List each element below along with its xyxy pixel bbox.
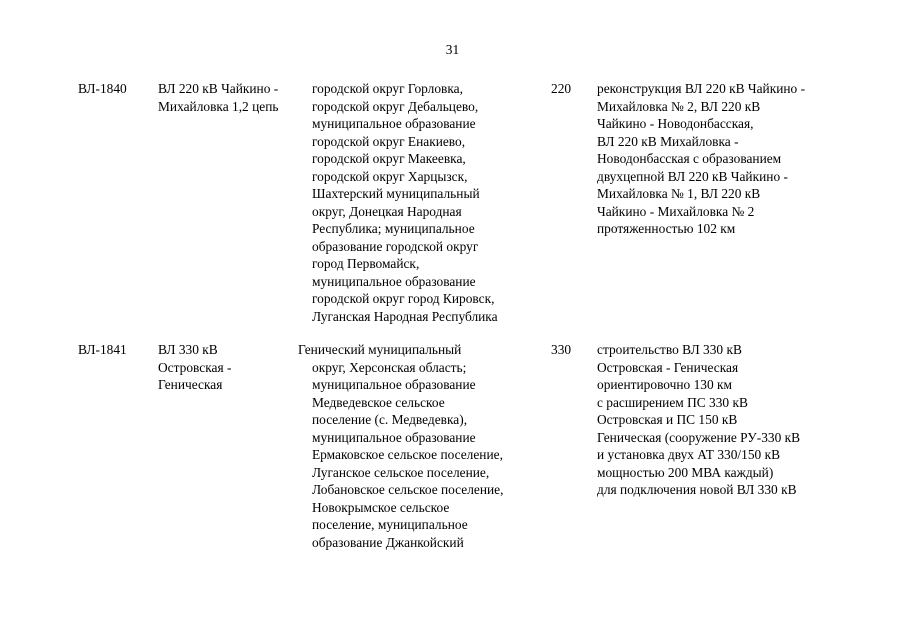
territory-list [298, 341, 528, 551]
object-name [158, 341, 298, 394]
text-line: Островская - [158, 359, 232, 375]
text-line: Шахтерский муниципальный [312, 186, 480, 201]
text-line: муниципальное образование [312, 429, 476, 445]
text-line: Геническая (сооружение РУ-330 кВ [597, 429, 801, 445]
text-line: муниципальное образование [312, 116, 476, 131]
text-line: Республика; муниципальное [312, 221, 475, 236]
text-line: округ, Херсонская область; [312, 359, 467, 375]
text-line: Михайловка № 1, ВЛ 220 кВ [597, 186, 761, 201]
text-line: и установка двух АТ 330/150 кВ [597, 447, 781, 462]
text-line: реконструкция ВЛ 220 кВ Чайкино - [597, 81, 806, 96]
text-line: Островская и ПС 150 кВ [597, 412, 738, 427]
text-line: округ, Донецкая Народная [312, 203, 462, 219]
page-number: 31 [445, 42, 460, 57]
text-line: Медведевское сельское [312, 394, 445, 410]
text-line: образование городской округ [312, 238, 479, 254]
text-line: строительство ВЛ 330 кВ [597, 342, 742, 357]
text-line: образование Джанкойский [312, 534, 464, 550]
text-line: муниципальное образование [312, 377, 476, 392]
text-line: Михайловка № 2, ВЛ 220 кВ [597, 98, 761, 114]
text-line: городской округ Макеевка, [312, 151, 466, 166]
text-line: Генический муниципальный [298, 342, 462, 357]
voltage-value: 330 [551, 342, 572, 357]
text-line: Ермаковское сельское поселение, [312, 447, 503, 462]
voltage-value: 220 [551, 81, 572, 96]
text-line: двухцепной ВЛ 220 кВ Чайкино - [597, 168, 788, 184]
text-line: Луганская Народная Республика [312, 308, 498, 324]
text-line: ВЛ 220 кВ Чайкино - [158, 81, 279, 96]
text-line: муниципальное образование [312, 273, 476, 289]
work-description [597, 80, 847, 238]
object-code: ВЛ-1841 [78, 342, 127, 357]
text-line: Новокрымское сельское [312, 499, 450, 515]
text-line: ВЛ 330 кВ [158, 342, 218, 357]
text-line: городской округ Харцызск, [312, 168, 468, 184]
work-description [597, 341, 847, 499]
text-line: мощностью 200 МВА каждый) [597, 464, 774, 480]
text-line: городской округ Енакиево, [312, 133, 466, 149]
object-code: ВЛ-1840 [78, 81, 127, 96]
text-line: городской округ Дебальцево, [312, 98, 479, 114]
text-line: Луганское сельское поселение, [312, 464, 490, 480]
text-line: Лобановское сельское поселение, [312, 482, 504, 497]
territory-list [312, 80, 542, 325]
text-line: для подключения новой ВЛ 330 кВ [597, 482, 797, 497]
text-line: Островская - Геническая [597, 359, 739, 375]
text-line: Геническая [158, 377, 223, 392]
text-line: поселение (с. Медведевка), [312, 412, 468, 427]
text-line: протяженностью 102 км [597, 221, 736, 236]
text-line: Новодонбасская с образованием [597, 151, 782, 166]
text-line: с расширением ПС 330 кВ [597, 394, 748, 410]
text-line: ориентировочно 130 км [597, 377, 733, 392]
text-line: Михайловка 1,2 цепь [158, 98, 279, 114]
object-name [158, 80, 298, 115]
text-line: Чайкино - Михайловка № 2 [597, 203, 755, 219]
text-line: городской округ город Кировск, [312, 291, 495, 306]
text-line: Чайкино - Новодонбасская, [597, 116, 754, 131]
text-line: городской округ Горловка, [312, 81, 463, 96]
text-line: город Первомайск, [312, 256, 420, 271]
text-line: ВЛ 220 кВ Михайловка - [597, 133, 739, 149]
text-line: поселение, муниципальное [312, 517, 468, 532]
